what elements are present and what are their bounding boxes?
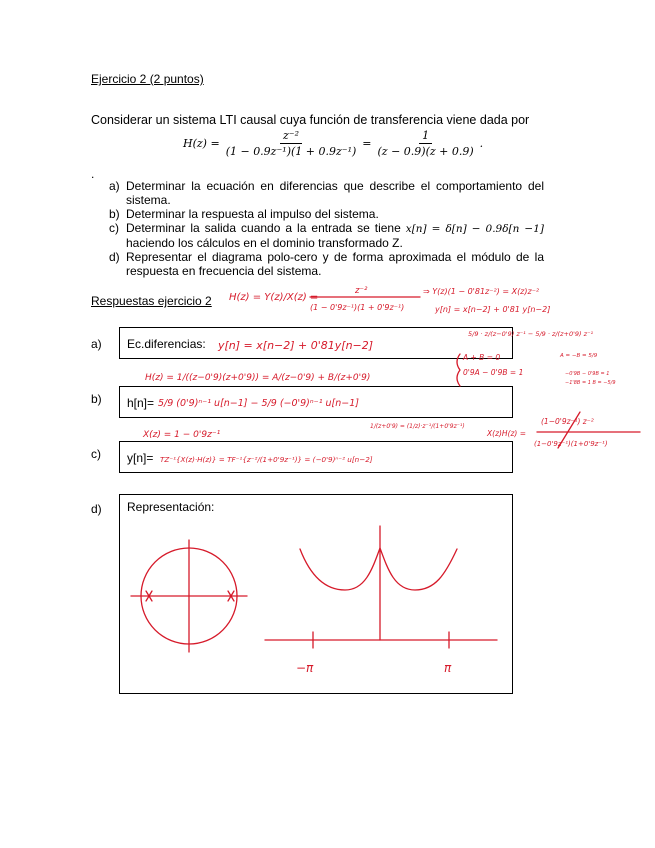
fraction-2-denominator: (z − 0.9)(z + 0.9) (377, 145, 474, 158)
task-math: x[n] = δ[n] − 0.9δ[n −1] (405, 223, 544, 235)
fraction-2-numerator: 1 (419, 129, 432, 144)
equation-fraction-1 (223, 129, 360, 158)
answer-b-box[interactable] (119, 386, 513, 418)
hw-c-cancel-stroke (558, 412, 580, 448)
intro-text: Considerar un sistema LTI causal cuya función de transferencia viene dada por (91, 113, 530, 127)
task-text: Determinar la salida cuando a la entrada se tiene (126, 221, 401, 235)
hw-c-right-lhs: X(z)H(z) = (487, 429, 527, 438)
answer-c-label: c) (91, 447, 101, 461)
hw-c-mid: 1/(z+0'9) = (1/z)·z⁻¹/(1+0'9z⁻¹) (370, 423, 465, 430)
answer-b-prompt: h[n]= (127, 396, 155, 410)
task-label: a) (109, 179, 120, 193)
equation-lhs: H(z) = (183, 137, 220, 150)
hw-a-right-6: −1'8B = 1 B = −5/9 (565, 380, 616, 386)
fraction-1-numerator: z⁻² (280, 129, 302, 144)
equation-end: . (479, 137, 484, 150)
hw-a-right-5: −0'9B − 0'9B = 1 (565, 371, 610, 377)
hw-top-right-2: y[n] = x[n−2] + 0'81 y[n−2] (435, 305, 551, 314)
task-text: Representar el diagrama polo-cero y de forma aproximada el módulo de la respuesta en frecuencia del sistema. (126, 250, 544, 278)
answer-d-prompt: Representación: (127, 500, 215, 514)
hw-top-right-1: ⇒ Y(z)(1 − 0'81z⁻²) = X(z)z⁻² (423, 287, 540, 296)
hw-c-right-den: (1−0'9z⁻¹)(1+0'9z⁻¹) (534, 440, 608, 448)
fraction-1-denominator: (1 − 0.9z⁻¹)(1 + 0.9z⁻¹) (225, 145, 357, 158)
answer-b-label: b) (91, 392, 102, 406)
stray-dot: . (91, 167, 95, 181)
hw-b-pre: H(z) = 1/((z−0'9)(z+0'9)) = A/(z−0'9) + B/(z+0'9) (145, 373, 371, 383)
task-label: b) (109, 207, 120, 221)
equation-equals: = (362, 137, 372, 150)
hw-top-frac-den: (1 − 0'9z⁻¹)(1 + 0'9z⁻¹) (310, 303, 405, 312)
hw-top-h: H(z) = Y(z)/X(z) = (229, 292, 319, 303)
answer-c-prompt: y[n]= (127, 451, 154, 465)
task-label: d) (109, 250, 120, 264)
hw-b-answer: 5/9 (0'9)ⁿ⁻¹ u[n−1] − 5/9 (−0'9)ⁿ⁻¹ u[n−1] (158, 398, 359, 409)
answers-title: Respuestas ejercicio 2 (91, 294, 212, 308)
hw-c-right-num: (1−0'9z⁻¹) z⁻² (541, 417, 594, 426)
task-label: c) (109, 221, 119, 235)
answer-a-box[interactable] (119, 327, 513, 359)
task-text: Determinar la ecuación en diferencias que describe el comportamiento del sistema. (126, 179, 544, 207)
equation-fraction-2 (375, 129, 477, 158)
hw-c-answer: TZ⁻¹{X(z)·H(z)} = TF⁻¹{z⁻²/(1+0'9z⁻¹)} = (−0'9)ⁿ⁻² u[n−2] (160, 455, 373, 464)
hw-a-right-1: 5/9 · z/(z−0'9) z⁻¹ − 5/9 · z/(z+0'9) z⁻¹ (468, 330, 594, 338)
exercise-title: Ejercicio 2 (2 puntos) (91, 72, 204, 86)
task-b (91, 207, 544, 221)
task-text-continued: haciendo los cálculos en el dominio transformado Z. (126, 236, 403, 250)
task-text: Determinar la respuesta al impulso del sistema. (126, 207, 379, 221)
answer-d-box[interactable] (119, 494, 513, 694)
hw-a-right-3: 0'9A − 0'9B = 1 (463, 368, 524, 377)
label-pi: π (444, 661, 452, 675)
answer-c-box[interactable] (119, 441, 513, 473)
answer-d-label: d) (91, 502, 102, 516)
hw-a-right-2: A + B = 0 (463, 353, 501, 362)
task-d (91, 250, 544, 278)
task-a (91, 179, 544, 207)
hw-top-frac-num: z⁻² (355, 286, 368, 296)
answer-a-prompt: Ec.diferencias: (127, 337, 206, 351)
task-list (91, 179, 544, 278)
answer-a-label: a) (91, 337, 102, 351)
hw-a-answer: y[n] = x[n−2] + 0'81y[n−2] (218, 339, 374, 352)
label-neg-pi: −π (296, 661, 314, 675)
hw-c-pre: X(z) = 1 − 0'9z⁻¹ (143, 430, 221, 440)
transfer-function-equation (183, 129, 483, 158)
task-c (91, 221, 544, 250)
hw-a-right-4: A = −B = 5/9 (560, 353, 598, 359)
